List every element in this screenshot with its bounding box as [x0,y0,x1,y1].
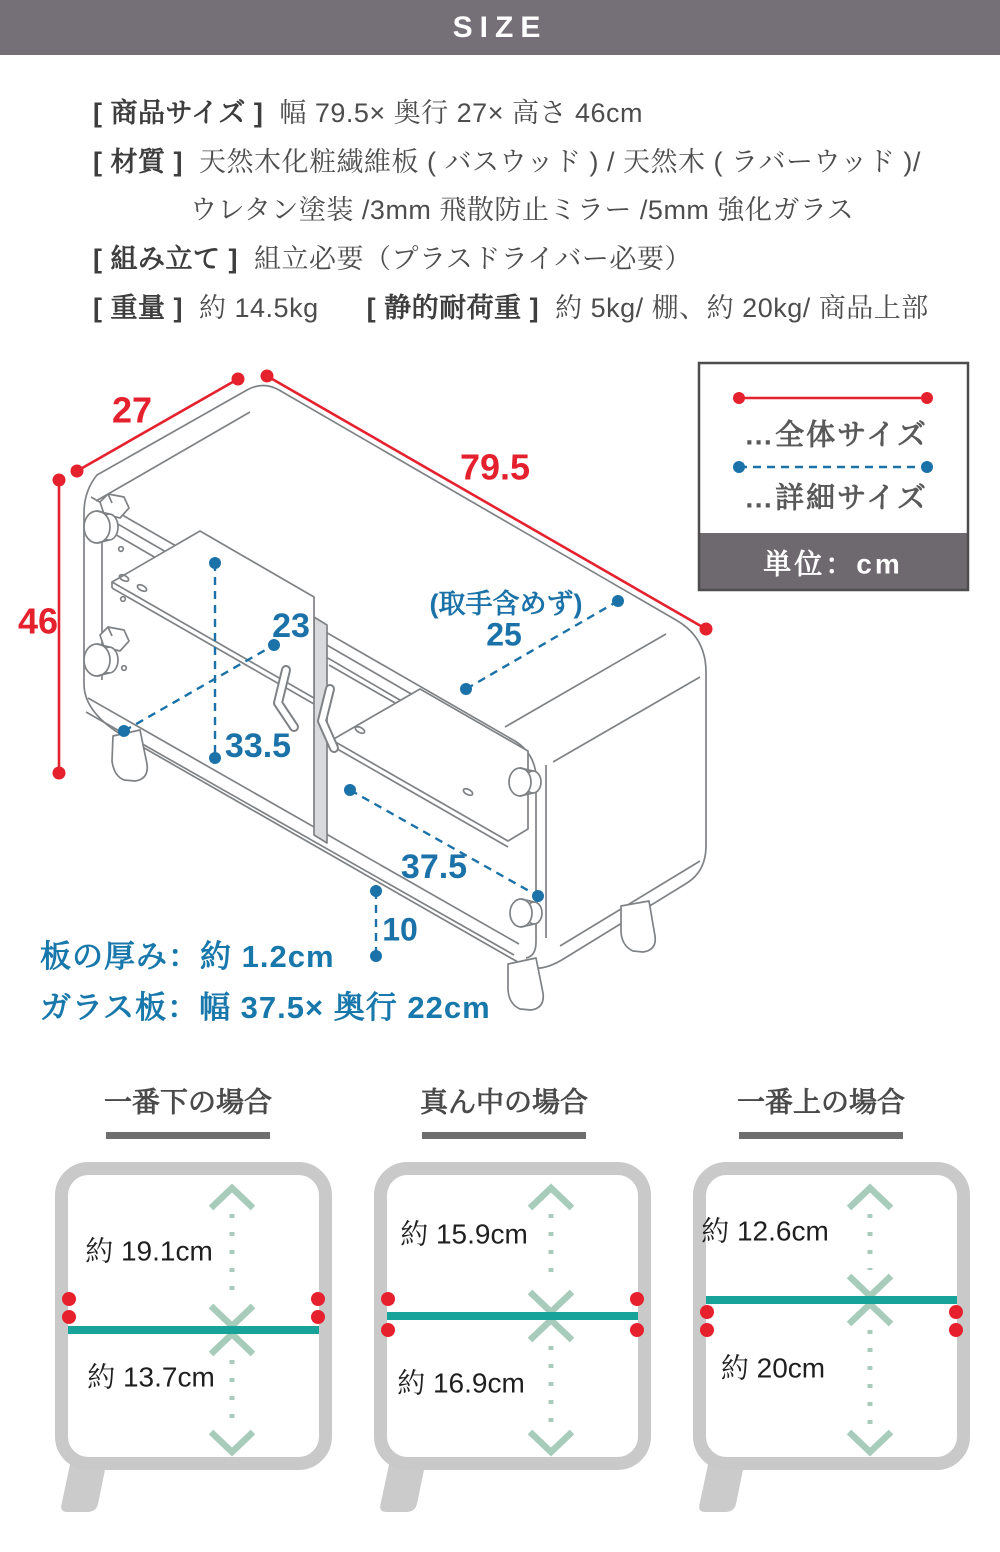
dim-innerdepth-label: 23 [272,606,310,645]
case-middle-shelf [387,1312,638,1320]
case-middle-bottom-space: 約 16.9cm [397,1367,525,1399]
dim-depth-label: 27 [111,389,153,431]
spec-size [93,96,643,130]
spec-material-label: [ 材質 ] [93,147,183,177]
case-top-bottom-space: 約 20cm [720,1352,826,1384]
note-glass-panel: ガラス板：幅 37.5× 奥行 22cm [40,990,491,1025]
spec-assembly-label: [ 組み立て ] [93,244,238,274]
dim-width-label: 79.5 [459,446,531,488]
dim-topdepth-note: (取手含めず) [429,589,583,620]
case-lowest-bottom-space: 約 13.7cm [87,1361,215,1393]
legend-overall-label: …全体サイズ [744,419,928,452]
left-door-knob-top [84,494,129,543]
dim-innerheight-label: 33.5 [224,726,292,765]
right-door-knob-bottom [510,899,542,927]
case-top-title: 一番上の場合 [736,1086,906,1118]
case-middle [380,1085,644,1512]
case-top [699,1085,963,1512]
case-middle-title: 真ん中の場合 [419,1086,589,1118]
spec-load-label: [ 静的耐荷重 ] [366,293,540,323]
spec-weight-label: [ 重量 ] [93,293,183,323]
spec-assembly-value: 組立必要（プラスドライバー必要） [254,244,692,274]
leg-back-right [621,901,655,952]
dim-height-label: 46 [17,600,59,642]
section-header [0,0,1000,55]
spec-assembly [93,242,692,276]
dim-topdepth-label: 25 [486,616,522,653]
dim-glasswidth-label: 37.5 [400,847,468,886]
spec-load-value: 約 5kg/ 棚、約 20kg/ 商品上部 [555,293,929,323]
spec-size-value: 幅 79.5× 奥行 27× 高さ 46cm [279,98,643,128]
page-title: SIZE [452,10,548,44]
case-top-shelf [706,1296,957,1304]
dim-clearance-label: 10 [382,911,418,948]
legend-detail-label: …詳細サイズ [744,482,928,515]
spec-size-label: [ 商品サイズ ] [93,98,264,128]
spec-material-value2: ウレタン塗装 /3mm 飛散防止ミラー /5mm 強化ガラス [190,195,855,225]
case-lowest [61,1085,325,1512]
spec-weight-load [93,291,929,325]
leg-front-right [508,958,543,1010]
case-lowest-shelf [68,1326,319,1334]
cabinet-outline [84,386,706,969]
leg-front-left [112,730,147,781]
legend-box [699,363,968,590]
case-lowest-title: 一番下の場合 [103,1086,273,1118]
right-glass-shelf [332,689,528,847]
tv-stand-dimension-diagram [0,350,1000,1070]
shelf-position-cases [0,1075,1000,1552]
spec-material-value: 天然木化粧繊維板 ( バスウッド ) / 天然木 ( ラバーウッド )/ [199,147,921,177]
case-top-top-space: 約 12.6cm [701,1215,829,1247]
note-board-thickness: 板の厚み：約 1.2cm [40,939,335,974]
spec-weight-value: 約 14.5kg [199,293,319,323]
right-door-knob-top [509,768,541,796]
case-middle-top-space: 約 15.9cm [400,1218,528,1250]
legend-unit-label: 単位：cm [763,548,903,580]
spec-material [93,145,921,179]
case-lowest-top-space: 約 19.1cm [85,1235,213,1267]
spec-material-cont [190,193,854,227]
